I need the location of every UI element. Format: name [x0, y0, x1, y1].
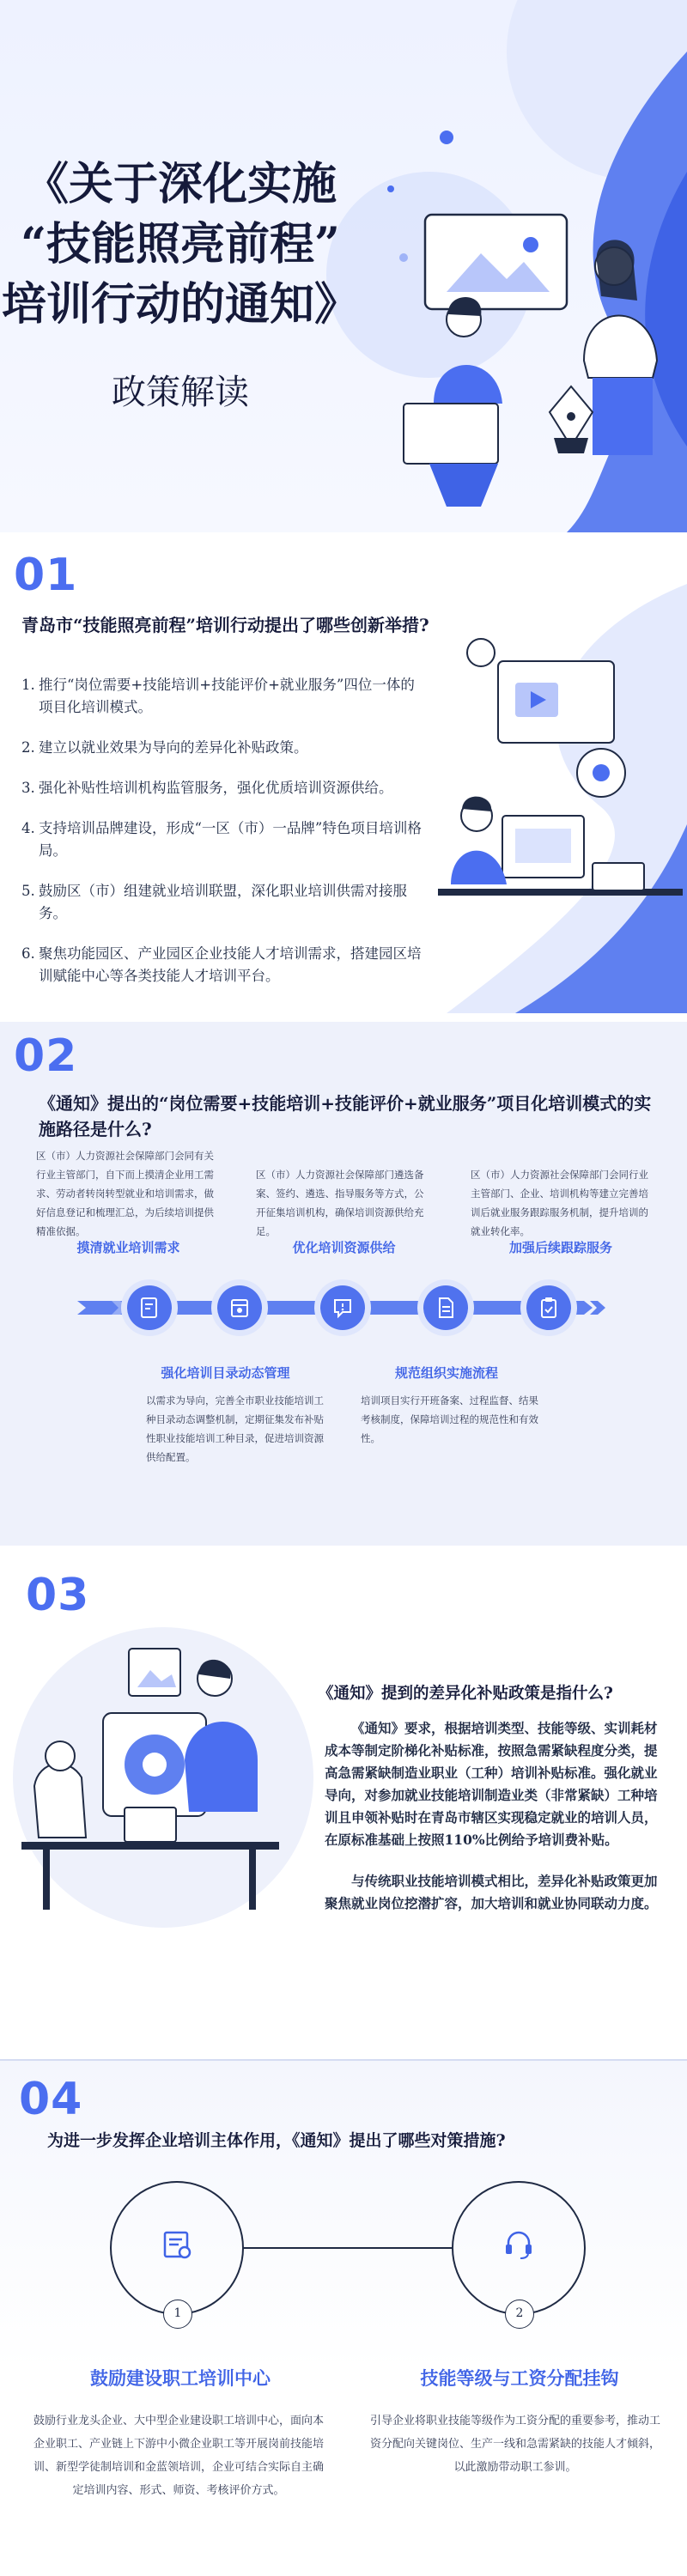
section-2-question: 《通知》提出的“岗位需要+技能培训+技能评价+就业服务”项目化培训模式的实施路径是什么? [39, 1093, 652, 1139]
hero-subtitle: 政策解读 [112, 373, 249, 412]
step-2-heading: 强化培训目录动态管理 [161, 1365, 290, 1381]
list-item-text: 建立以就业效果为导向的差异化补贴政策。 [39, 739, 308, 756]
chat-icon [332, 1297, 353, 1319]
connector-line [242, 2247, 452, 2249]
section-3-question: 《通知》提到的差异化补贴政策是指什么? [318, 1685, 613, 1703]
resource-icon [229, 1297, 250, 1319]
step-3-description: 区（市）人力资源社会保障部门遴选备案、签约、遴选、指导服务等方式，公开征集培训机构，确保培训资源供给充足。 [256, 1169, 424, 1237]
measure-2-description: 引导企业将职业技能等级作为工资分配的重要参考，推动工资分配向关键岗位、生产一线和急需紧缺的技能人才倾斜，以此激励带动职工参训。 [369, 2415, 660, 2474]
hero-title-line: “技能照亮前程” [21, 218, 340, 270]
step-node-4 [423, 1285, 468, 1330]
section-2-number: 02 [14, 1030, 78, 1082]
step-5-heading: 加强后续跟踪服务 [508, 1240, 612, 1255]
search-icon [139, 1297, 160, 1319]
step-node-2 [217, 1285, 262, 1330]
list-item-number: 4. [21, 820, 35, 836]
list-item-number: 5. [21, 883, 35, 899]
step-4-description: 培训项目实行开班备案、过程监督、结果考核制度，保障培训过程的规范性和有效性。 [361, 1394, 538, 1444]
headset-icon [502, 2227, 536, 2262]
list-item [21, 737, 425, 759]
section-3-paragraph: 与传统职业技能培训模式相比，差异化补贴政策更加聚焦就业岗位挖潜扩容，加大培训和就业协同联动力度。 [325, 1873, 658, 1911]
step-node-1 [127, 1285, 172, 1330]
section-1-question: 青岛市“技能照亮前程”培训行动提出了哪些创新举措? [21, 615, 429, 635]
list-item-text: 聚焦功能园区、产业园区企业技能人才培训需求，搭建园区培训赋能中心等各类技能人才培训平台。 [39, 945, 422, 984]
step-4-heading: 规范组织实施流程 [394, 1365, 498, 1381]
hero-title-line: 《关于深化实施 [23, 158, 337, 210]
hero-banner [0, 0, 687, 532]
section-4-question: 为进一步发挥企业培训主体作用，《通知》提出了哪些对策措施? [47, 2131, 506, 2150]
list-item-number: 3. [21, 780, 35, 796]
step-1-heading: 摸清就业培训需求 [76, 1240, 180, 1255]
section-divider [0, 2059, 687, 2061]
measure-2-ring [452, 2181, 586, 2320]
clipboard-icon [538, 1297, 559, 1319]
measure-1-number: 1 [163, 2300, 192, 2329]
section-4-number: 04 [19, 2074, 83, 2125]
measure-2-number: 2 [505, 2300, 534, 2329]
list-item [21, 943, 425, 987]
measure-1-ring [110, 2181, 244, 2320]
measure-2-heading: 技能等级与工资分配挂钩 [420, 2368, 619, 2389]
step-2-description: 以需求为导向，完善全市职业技能培训工种目录动态调整机制，定期征集发布补贴性职业技能培训工种目录，促进培训资源供给配置。 [146, 1394, 324, 1463]
list-item [21, 817, 425, 862]
certificate-icon [160, 2227, 194, 2262]
measure-1-description: 鼓励行业龙头企业、大中型企业建设职工培训中心，面向本企业职工、产业链上下游中小微企业职工等开展岗前技能培训、新型学徒制培训和金蓝领培训，企业可结合实际自主确定培训内容、形式、师资、考核评价方式。 [33, 2415, 324, 2497]
list-item-number: 6. [21, 945, 35, 962]
hero-title-line: 培训行动的通知》 [1, 278, 359, 331]
section-3-illustration [0, 1614, 326, 1941]
section-3-paragraph: 《通知》要求，根据培训类型、技能等级、实训耗材成本等制定阶梯化补贴标准，按照急需紧缺程度分类，提高急需紧缺制造业职业（工种）培训补贴标准。强化就业导向，对参加就业技能培训制造业类（非常紧缺）工种培训且申领补贴时在青岛市辖区实现稳定就业的培训人员，在原标准基础上按照110%比例给予培训费补贴。 [325, 1720, 658, 1848]
step-5-description: 区（市）人力资源社会保障部门会同行业主管部门、企业、培训机构等建立完善培训后就业服务跟踪服务机制，提升培训的就业转化率。 [471, 1169, 648, 1237]
list-item-number: 1. [21, 677, 35, 693]
section-1-list [21, 674, 425, 1005]
list-item [21, 777, 425, 799]
list-item-text: 推行“岗位需要+技能培训+技能评价+就业服务”四位一体的项目化培训模式。 [39, 677, 415, 715]
list-item [21, 880, 425, 925]
list-item [21, 674, 425, 719]
section-3-number: 03 [26, 1570, 90, 1621]
section-1-number: 01 [14, 550, 78, 601]
step-node-3 [320, 1285, 365, 1330]
hero-title [0, 155, 361, 335]
list-item-number: 2. [21, 739, 35, 756]
step-3-heading: 优化培训资源供给 [292, 1240, 396, 1255]
measure-1-heading: 鼓励建设职工培训中心 [90, 2368, 271, 2389]
document-icon [435, 1297, 456, 1319]
list-item-text: 鼓励区（市）组建就业培训联盟，深化职业培训供需对接服务。 [39, 883, 407, 921]
step-node-5 [526, 1285, 571, 1330]
list-item-text: 强化补贴性培训机构监管服务，强化优质培训资源供给。 [39, 780, 393, 796]
step-1-description: 区（市）人力资源社会保障部门会同有关行业主管部门，自下而上摸清企业用工需求、劳动者转岗转型就业和培训需求，做好信息登记和梳理汇总，为后续培训提供精准依据。 [36, 1150, 214, 1237]
list-item-text: 支持培训品牌建设，形成“一区（市）一品牌”特色项目培训格局。 [39, 820, 422, 859]
